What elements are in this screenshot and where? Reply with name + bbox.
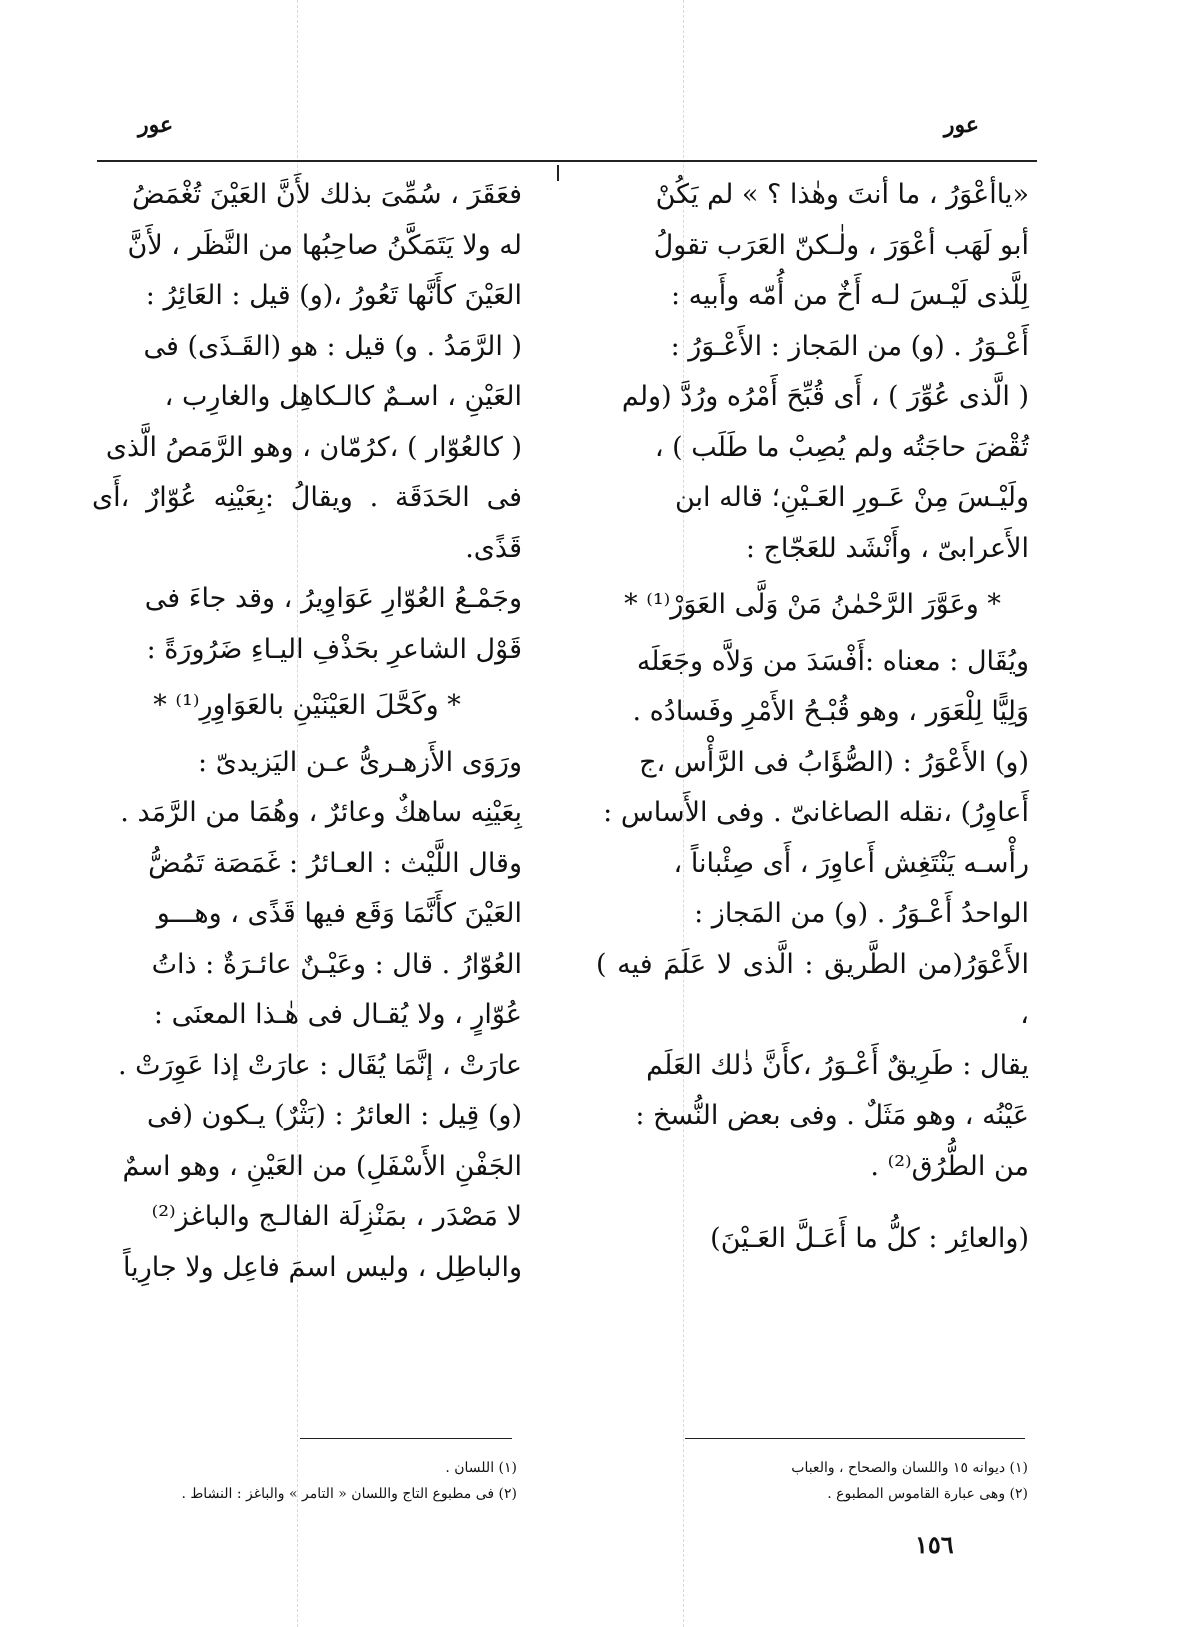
text-line: عارَتْ ، إنَّمَا يُقَال : عارَتْ إذا عَوِرَتْ . — [117, 1049, 522, 1081]
spacer — [596, 1192, 1029, 1214]
text-line: لِلَّذى لَيْـسَ لـه أَخٌ من أُمّه وأَبيه : — [670, 280, 1029, 311]
text-line: أَعاوِرُ) ،نقله الصاغانىّ . وفى الأَساس : — [603, 797, 1029, 828]
header-rule — [97, 160, 1037, 162]
footnote: (١) ديوانه ١٥ واللسان والصحاح ، والعباب — [791, 1460, 1028, 1476]
text-line: له ولا يَتَمَكَّنُ صاحِبُها من النَّظَر ، لأَنَّ — [127, 229, 522, 261]
footnotes-left — [92, 1455, 517, 1507]
text-line: من الطُّرُق⁽²⁾ . — [870, 1150, 1029, 1182]
text-line: العَيْنَ كأَنَّها تَعُورُ ،(و) قيل : العَائِرُ : — [145, 280, 522, 311]
text-line: العَيْنِ ، اسـمٌ كالـكاهِل والغارِب ، — [164, 381, 522, 412]
footnotes-right — [600, 1455, 1028, 1507]
page-number: ١٥٦ — [915, 1530, 954, 1559]
text-line: الواحدُ أَعْـوَرُ . (و) من المَجاز : — [694, 898, 1029, 929]
column-divider-mark — [557, 165, 559, 181]
text-line: ( كالعُوّار ) ،كرُمّان ، وهو الرَّمَصُ الَّذى — [105, 431, 522, 463]
text-line: عَيْنُه ، وهو مَثَلٌ . وفى بعض النُّسخ : — [635, 1100, 1029, 1131]
footnote: (٢) وهى عبارة القاموس المطبوع . — [827, 1486, 1028, 1502]
running-header-left: عور — [138, 112, 174, 138]
footnote: (١) اللسان . — [445, 1460, 517, 1476]
text-line: العَيْنَ كأَنَّمَا وَقَع فيها قَذًى ، وهـــو — [156, 898, 522, 929]
text-line: وَلِيًّا لِلْعَوَر ، وهو قُبْـحُ الأَمْرِ وفَسادُه . — [632, 696, 1029, 727]
text-line: (و) الأَعْوَرُ : (الصُّؤَابُ فى الرَّأْس ،ج — [639, 746, 1029, 778]
text-line: تُقْضَ حاجَتُه ولم يُصِبْ ما طَلَب ) ، — [654, 431, 1029, 463]
poem-verse: * وكَحَّلَ العَيْنَيْنِ بالعَوَاوِرِ⁽¹⁾ * — [153, 690, 461, 721]
text-line: وقال اللَّيْث : العـائرُ : غَمَصَة تَمُضُّ — [148, 847, 522, 879]
text-line: الأَعْوَرُ(من الطَّريق : الَّذى لا عَلَمَ فيه ) ، — [596, 948, 1029, 1030]
text-line: العُوّارُ . قال : وعَيْـنٌ عائـرَةٌ : ذاتُ — [151, 948, 522, 980]
footnote-rule — [685, 1438, 1025, 1439]
poem-verse: * وعَوَّرَ الرَّحْمٰنُ مَنْ وَلَّى العَوَرْ⁽¹⁾ * — [624, 589, 1001, 620]
text-line: والباطِل ، وليس اسمَ فاعِل ولا جارِياً — [122, 1251, 522, 1283]
text-line: بِعَيْنِه ساهكٌ وعائرٌ ، وهُمَا من الرَّمَد . — [120, 797, 522, 828]
text-line: فى الحَدَقَة . ويقالُ :بِعَيْنِه عُوّارٌ ،أَى قَذًى. — [92, 482, 522, 564]
text-line: أبو لَهَب أعْوَرَ ، ولٰـكنّ العَرَب تقولُ — [653, 229, 1029, 261]
text-line: «ياأعْوَرُ ، ما أنتَ وهٰذا ؟ » لم يَكُنْ — [655, 179, 1029, 210]
text-line: ورَوَى الأَزهـرىُّ عـن اليَزيدىّ : — [198, 746, 522, 778]
text-line: الأَعرابىّ ، وأَنْشَد للعَجّاج : — [745, 532, 1029, 564]
text-line: (و) قِيل : العائرُ : (بَثْرٌ) يـكون (فى — [147, 1100, 522, 1131]
entry-heading-line: (والعائِر : كلُّ ما أَعَـلَّ العَـيْنَ) — [710, 1223, 1029, 1254]
left-text-column — [92, 170, 522, 1293]
text-line: عُوّارٍ ، ولا يُقـال فى هٰـذا المعنَى : — [153, 999, 522, 1030]
right-text-column — [596, 170, 1029, 1265]
footnote: (٢) فى مطبوع التاج واللسان « التامر » والباغز : النشاط . — [181, 1486, 517, 1502]
text-line: وجَمْـعُ العُوّارِ عَوَاوِيرُ ، وقد جاءَ فى — [144, 583, 522, 614]
text-line: رأْسـه يَنْتَغِش أَعاوِرَ ، أَى صِئْباناً ، — [673, 847, 1029, 879]
footnote-rule — [300, 1438, 512, 1439]
running-header-right: عور — [943, 112, 979, 138]
text-line: قَوْل الشاعرِ بحَذْفِ اليـاءِ ضَرُورَةً : — [146, 633, 522, 665]
text-line: الجَفْنِ الأَسْفَلِ) من العَيْنِ ، وهو اسمٌ — [122, 1150, 522, 1182]
text-line: لا مَصْدَر ، بمَنْزِلَة الفالـج والباغز⁽²⁾ — [151, 1201, 522, 1232]
text-line: ( الَّذى عُوِّرَ ) ، أَى قُبِّحَ أَمْرُه ورُدَّ (ولم — [621, 381, 1029, 412]
text-line: يقال : طَرِيقٌ أَعْـوَرُ ،كأَنَّ ذٰلك العَلَم — [646, 1049, 1029, 1081]
text-line: فعَقَرَ ، سُمِّىَ بذلك لأَنَّ العَيْنَ تُغْمَضُ — [131, 179, 522, 210]
text-line: أَعْـوَرُ . (و) من المَجاز : الأَعْـوَرُ : — [670, 330, 1029, 362]
text-line: ولَيْـسَ مِنْ عَـورِ العَـيْنِ؛ قاله ابن — [674, 482, 1029, 513]
text-line: ( الرَّمَدُ . و) قيل : هو (القَـذَى) فى — [143, 330, 522, 362]
text-line: ويُقَال : معناه :أَفْسَدَ من وَلاَّه وجَعَلَه — [636, 645, 1029, 677]
